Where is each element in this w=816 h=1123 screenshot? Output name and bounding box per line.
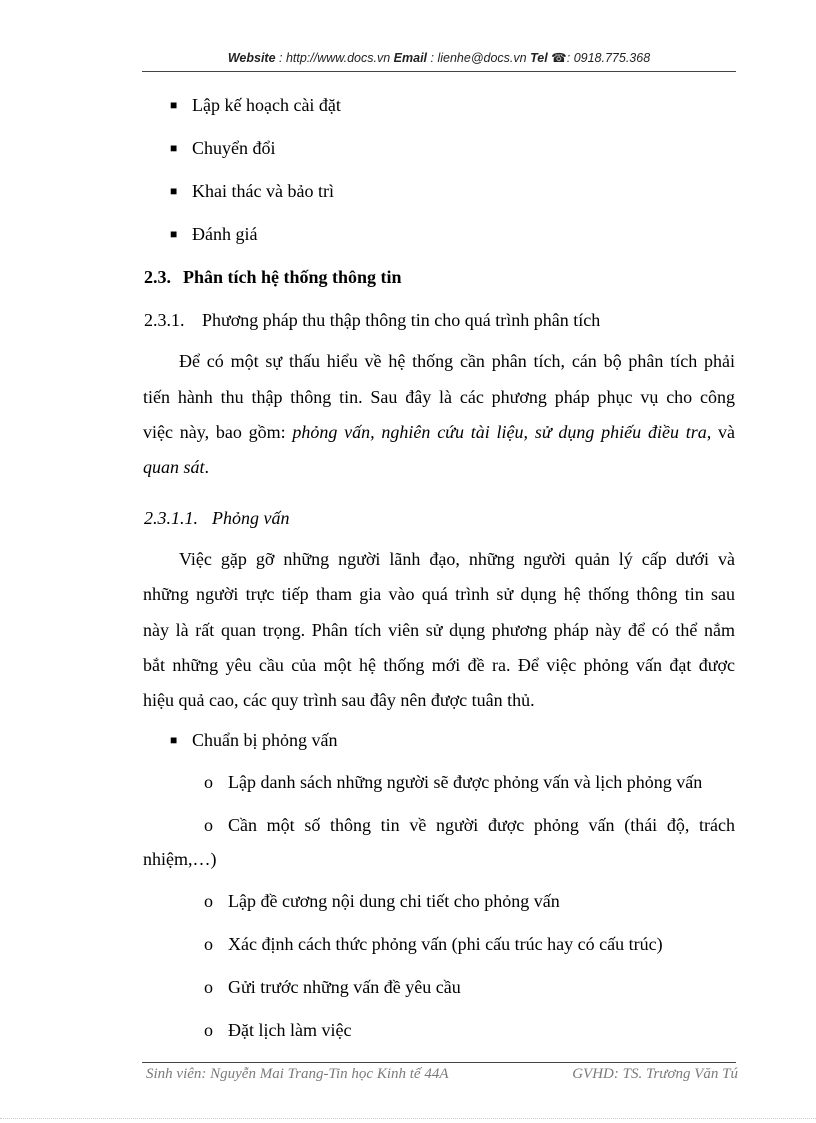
list-item: Chuyển đổi [192,138,276,158]
list-item: Chuẩn bị phỏng vấn [192,730,338,750]
paragraph-line: bắt những yêu cầu của một hệ thống mới đề ra. Để việc phỏng vấn đạt được [143,655,735,675]
paragraph-text: và [711,422,735,442]
email-label: Email [393,51,428,65]
paragraph-line: tiến hành thu thập thông tin. Sau đây là các phương pháp phục vụ cho công [143,387,735,407]
sub-list-item: Đặt lịch làm việc [228,1020,352,1040]
paragraph-line: Việc gặp gỡ những người lãnh đạo, những người quản lý cấp dưới và [179,549,735,569]
bullet-icon: ■ [170,184,178,198]
website-value: : http://www.docs.vn [279,51,391,65]
email-value: : lienhe@docs.vn [430,51,527,65]
subsection-title: Phương pháp thu thập thông tin cho quá trình phân tích [202,310,601,330]
circle-bullet-icon: o [204,815,213,835]
footer-student: Sinh viên: Nguyễn Mai Trang-Tin học Kinh tế 44A [146,1066,449,1082]
paragraph-line: Để có một sự thấu hiểu về hệ thống cần phân tích, cán bộ phân tích phải [179,351,735,371]
page-header [142,50,736,65]
sub-list-item: Lập danh sách những người sẽ được phỏng vấn và lịch phỏng vấn [228,772,703,792]
subsection-number: 2.3.1. [144,310,185,330]
tel-label: Tel [530,51,548,65]
paragraph-text: . [204,457,210,477]
circle-bullet-icon: o [204,934,213,954]
circle-bullet-icon: o [204,772,213,792]
list-item: Đánh giá [192,224,258,244]
list-item: Khai thác và bảo trì [192,181,334,201]
sub-list-item: Gửi trước những vấn đề yêu cầu [228,977,461,997]
sub-list-item: Cần một số thông tin về người được phỏng vấn (thái độ, trách [228,815,735,835]
paragraph-line [143,455,735,479]
tel-value: : 0918.775.368 [566,51,651,65]
methods-list: phỏng vấn, nghiên cứu tài liệu, sử dụng phiếu điều tra, [292,422,712,442]
footer-rule [142,1062,736,1063]
list-item: Lập kế hoạch cài đặt [192,95,341,115]
phone-icon: ☎ [551,51,567,65]
bullet-icon: ■ [170,98,178,112]
paragraph-line: này là rất quan trọng. Phân tích viên sử dụng phương pháp này để có thể nắm [143,620,735,640]
method-observation: quan sát [143,457,205,477]
page-bottom-dotted-line [0,1118,816,1119]
paragraph-text: việc này, bao gồm: [143,422,293,442]
header-rule [142,71,736,72]
circle-bullet-icon: o [204,977,213,997]
subsubsection-title: Phỏng vấn [212,508,290,528]
section-number: 2.3. [144,267,171,287]
footer-advisor: GVHD: TS. Trương Văn Tú [572,1066,738,1082]
paragraph-line: hiệu quả cao, các quy trình sau đây nên được tuân thủ. [143,690,535,710]
subsubsection-number: 2.3.1.1. [144,508,198,528]
bullet-icon: ■ [170,141,178,155]
bullet-icon: ■ [170,733,178,747]
sub-list-item-continued: nhiệm,…) [143,849,217,869]
paragraph-line: những người trực tiếp tham gia vào quá trình sử dụng hệ thống thông tin sau [143,584,735,604]
bullet-icon: ■ [170,227,178,241]
circle-bullet-icon: o [204,1020,213,1040]
paragraph-line [143,420,735,444]
circle-bullet-icon: o [204,891,213,911]
sub-list-item: Lập đề cương nội dung chi tiết cho phỏng vấn [228,891,560,911]
website-label: Website [227,51,276,65]
sub-list-item: Xác định cách thức phỏng vấn (phi cấu trúc hay có cấu trúc) [228,934,663,954]
section-title: Phân tích hệ thống thông tin [183,267,402,287]
